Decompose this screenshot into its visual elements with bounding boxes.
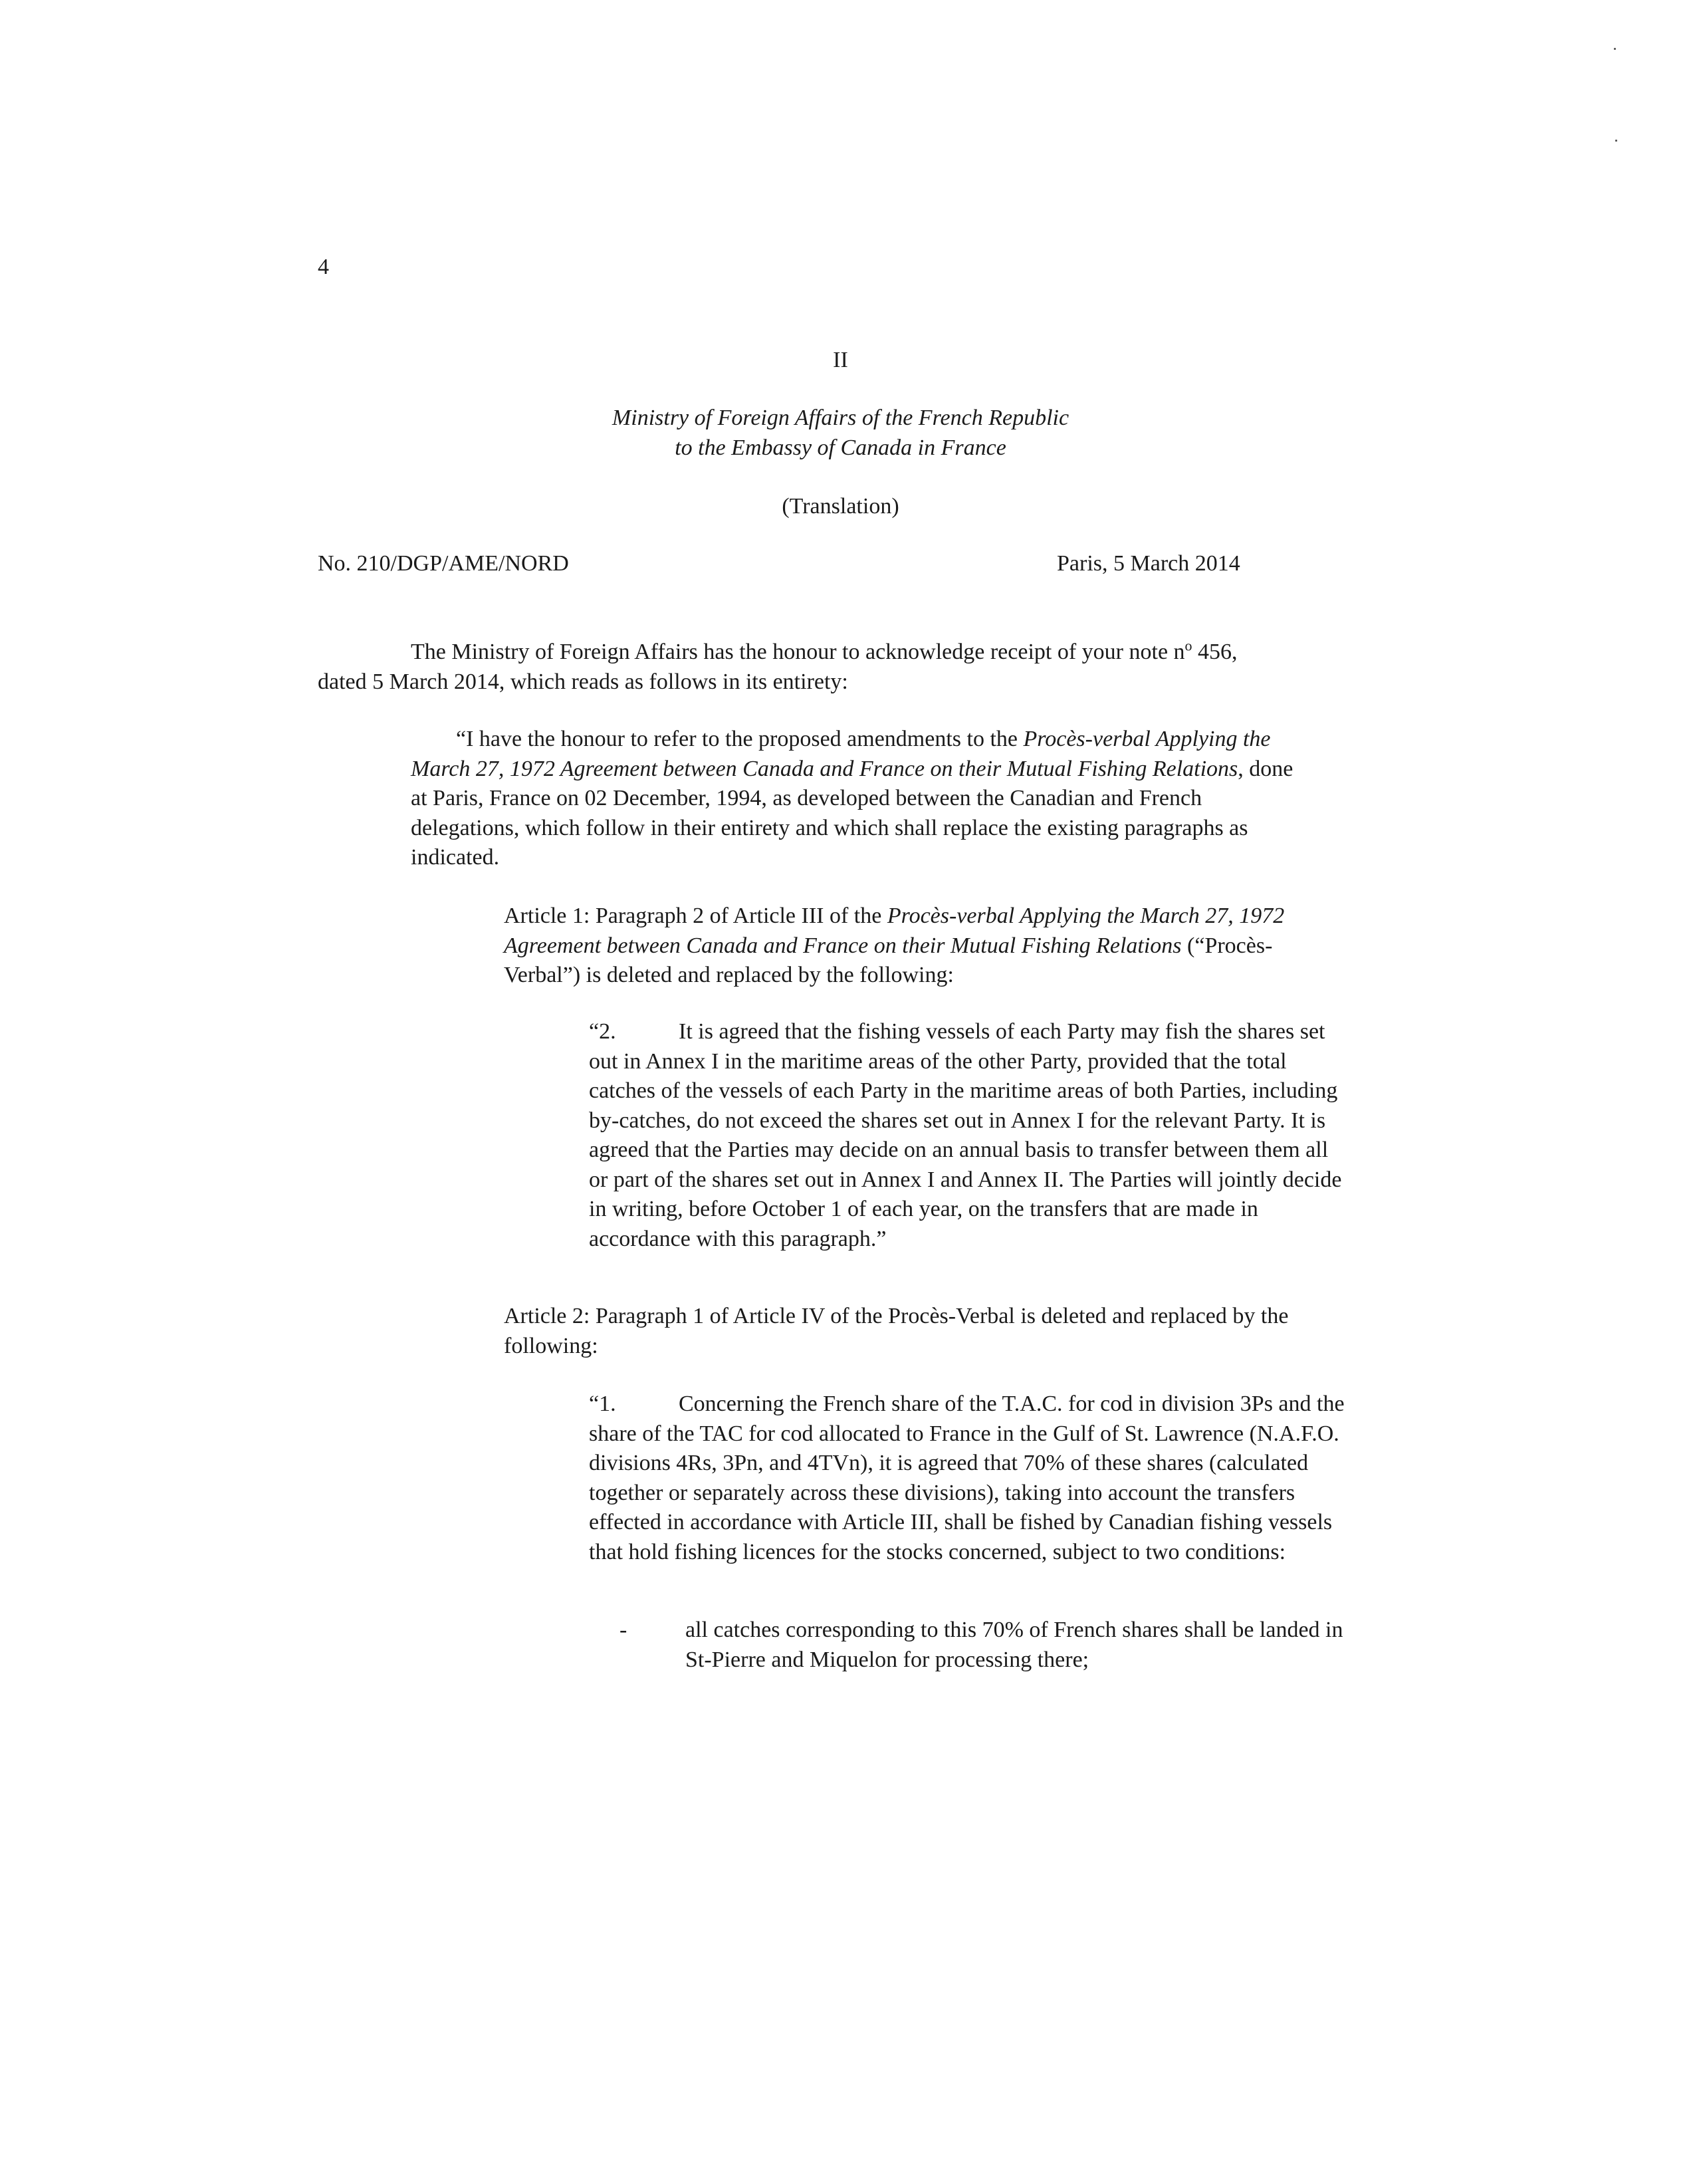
quote-text-2: , done at Paris, France on 02 December, 1994, as developed between the Canadian and French delegations, which follow in their entirety and which shall replace the existing paragraphs as indicated. [411,756,1293,870]
list-dash: - [619,1618,627,1642]
paragraph-2-body: It is agreed that the fishing vessels of each Party may fish the shares set out in Annex I in the maritime areas of the other Party, provided that the total catches of the vessels of each Party in the maritime areas of both Parties, including by-catches, do not exceed the shares set out in Annex I for the relevant Party. It is agreed that the Parties may decide on an annual basis to transfer between them all or part of the shares set out in Annex I and Annex II. The Parties will jointly decide in writing, before October 1 of each year, on the transfers that are made in accordance with this paragraph.” [589,1019,1342,1251]
place-date: Paris, 5 March 2014 [1057,551,1240,576]
article-2-paragraph: Article 2: Paragraph 1 of Article IV of the Procès-Verbal is deleted and replaced by the following: [504,1304,1289,1358]
paragraph-2-label: “2. [589,1019,616,1044]
condition-text: all catches corresponding to this 70% of French shares shall be landed in St-Pierre and Miquelon for processing there; [685,1618,1343,1672]
page-number: 4 [318,255,329,279]
quoted-note-paragraph [411,725,1305,873]
article1-text-2: (“Procès-Verbal”) is deleted and replaced by the following: [504,933,1273,987]
intro-text-1: The Ministry of Foreign Affairs has the honour to acknowledge receipt of your note n [411,640,1185,664]
paragraph-1-body: Concerning the French share of the T.A.C. for cod in division 3Ps and the share of the TAC for cod allocated to France in the Gulf of St. Lawrence (N.A.F.O. divisions 4Rs, 3Pn, and 4TVn), it is agreed that 70% of these shares (calculated together or separately across these divisions), taking into account the transfers effected in accordance with Article III, shall be fished by Canadian fishing vessels that hold fishing licences for the stocks concerned, subject to two conditions: [589,1392,1345,1564]
quote-agreement-title: Procès-verbal Applying the March 27, 1972 Agreement between Canada and France on their Mutual Fishing Relations [411,727,1271,781]
article-1-paragraph [504,902,1335,991]
scan-speck [1615,140,1617,142]
paragraph-2-text [589,1017,1347,1254]
heading-line-1: Ministry of Foreign Affairs of the French Republic [612,406,1069,430]
article1-text-1: Article 1: Paragraph 2 of Article III of the [504,904,887,928]
paragraph-1-text [589,1390,1347,1567]
section-numeral: II [833,348,848,372]
scan-speck [1614,48,1616,50]
intro-paragraph [318,638,1282,697]
intro-ordinal: o [1184,637,1192,654]
intro-text-2: 456, dated 5 March 2014, which reads as follows in its entirety: [318,640,1238,694]
letter-heading [0,404,1681,463]
article1-agreement-title: Procès-verbal Applying the March 27, 1972 Agreement between Canada and France on their Mutual Fishing Relations [504,904,1285,958]
heading-line-2: to the Embassy of Canada in France [675,435,1006,460]
quote-text-1: “I have the honour to refer to the proposed amendments to the [456,727,1024,751]
paragraph-1-label: “1. [589,1392,616,1416]
translation-note: (Translation) [782,494,899,519]
reference-number: No. 210/DGP/AME/NORD [318,551,569,576]
